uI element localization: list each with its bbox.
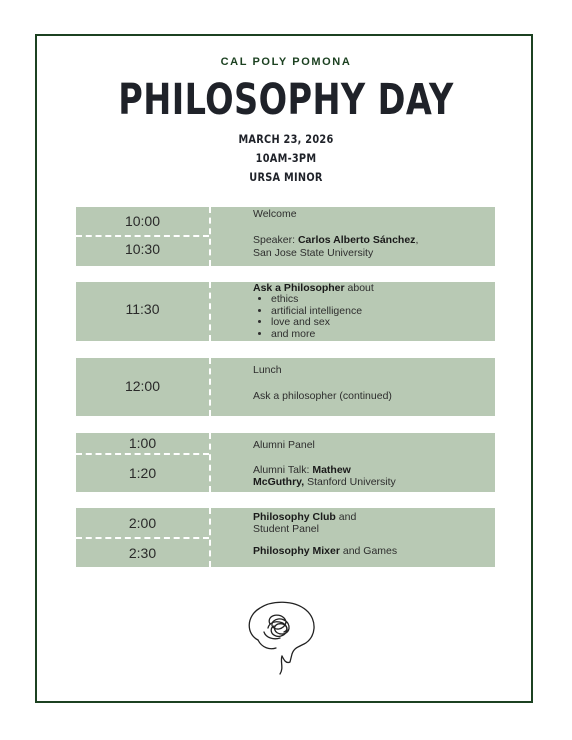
schedule-line: Student Panel — [253, 523, 319, 535]
schedule-line: Ask a philosopher (continued) — [253, 390, 392, 402]
schedule-block-4 — [76, 433, 495, 492]
topic-list — [253, 294, 362, 340]
time-slot: 11:30 — [125, 301, 160, 317]
dashed-divider — [209, 282, 211, 341]
schedule-line: Alumni Talk: Mathew — [253, 464, 351, 476]
schedule-line: Philosophy Mixer and Games — [253, 545, 398, 557]
schedule-line: McGuthry, Stanford University — [253, 476, 396, 488]
schedule-line: Lunch — [253, 364, 282, 376]
dashed-divider — [76, 235, 209, 237]
event-date: MARCH 23, 2026 — [238, 132, 334, 146]
time-slot: 12:00 — [124, 378, 161, 394]
topic-item: • love and sex — [271, 317, 362, 329]
schedule-line: Ask a Philosopher about — [253, 282, 374, 294]
dashed-divider — [76, 537, 209, 539]
topic-item: • artificial intelligence — [271, 306, 362, 318]
schedule-block-3 — [76, 358, 495, 416]
topic-item: • and more — [271, 329, 362, 341]
schedule-line: Speaker: Carlos Alberto Sánchez, — [253, 234, 419, 246]
dashed-divider — [209, 207, 211, 266]
time-slot: 2:30 — [128, 545, 157, 561]
time-slot: 1:20 — [128, 465, 157, 481]
time-slot: 1:00 — [128, 435, 157, 451]
page-title: PHILOSOPHY DAY — [118, 75, 454, 125]
scribble-head-icon — [240, 598, 320, 676]
schedule-block-2 — [76, 282, 495, 341]
dashed-divider — [209, 508, 211, 567]
schedule-block-1 — [76, 207, 495, 266]
schedule-line: San Jose State University — [253, 247, 374, 259]
event-venue: URSA MINOR — [249, 170, 323, 184]
time-slot: 2:00 — [128, 515, 157, 531]
schedule-block-5 — [76, 508, 495, 567]
dashed-divider — [76, 453, 209, 455]
time-slot: 10:30 — [124, 241, 161, 257]
topic-item: • ethics — [271, 294, 362, 306]
dashed-divider — [209, 433, 211, 492]
event-time: 10AM-3PM — [255, 151, 317, 165]
org-name: CAL POLY POMONA — [220, 56, 352, 68]
dashed-divider — [209, 358, 211, 416]
schedule-line: Philosophy Club and — [253, 511, 357, 523]
time-slot: 10:00 — [124, 213, 161, 229]
schedule-line: Alumni Panel — [253, 439, 315, 451]
schedule-line: Welcome — [253, 208, 297, 220]
